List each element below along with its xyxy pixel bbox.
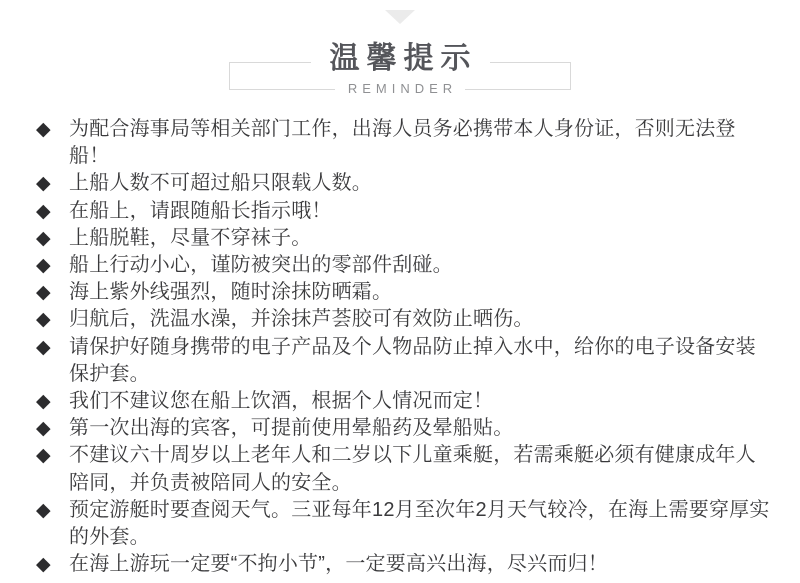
page-title: 温馨提示: [311, 44, 490, 74]
page-subtitle: REMINDER: [335, 81, 465, 96]
list-item: [36, 497, 774, 551]
list-item: [36, 415, 774, 442]
list-item: [36, 551, 774, 578]
diamond-bullet-icon: ◆: [36, 309, 51, 331]
list-item: [36, 170, 774, 197]
diamond-bullet-icon: ◆: [36, 173, 51, 195]
tip-text: 归航后，洗温水澡，并涂抹芦荟胶可有效防止晒伤。: [69, 308, 534, 331]
tip-text: 预定游艇时要查阅天气。三亚每年12月至次年2月天气较冷，在海上需要穿厚实的外套。: [69, 498, 770, 549]
diamond-bullet-icon: ◆: [36, 445, 51, 467]
tip-text: 为配合海事局等相关部门工作，出海人员务必携带本人身份证，否则无法登船！: [69, 118, 736, 168]
list-item: [36, 198, 774, 225]
tip-text: 海上紫外线强烈，随时涂抹防晒霜。: [69, 281, 393, 304]
tip-text: 不建议六十周岁以上老年人和二岁以下儿童乘艇，若需乘艇必须有健康成年人陪同，并负责被陪同人的安全。: [69, 444, 756, 494]
tip-text: 在海上游玩一定要“不拘小节”，一定要高兴出海，尽兴而归！: [69, 553, 608, 576]
diamond-bullet-icon: ◆: [36, 282, 51, 304]
diamond-bullet-icon: ◆: [36, 391, 51, 413]
title-row: [229, 44, 571, 79]
diamond-bullet-icon: ◆: [36, 418, 51, 440]
list-item: [36, 334, 774, 388]
list-item: [36, 252, 774, 279]
tip-text: 上船脱鞋，尽量不穿袜子。: [69, 226, 312, 249]
tip-text: 船上行动小心，谨防被突出的零部件刮碰。: [69, 254, 453, 277]
tips-list: [0, 116, 800, 578]
diamond-bullet-icon: ◆: [36, 200, 51, 222]
diamond-bullet-icon: ◆: [36, 499, 51, 521]
list-item: [36, 279, 774, 306]
reminder-header: [229, 44, 571, 96]
list-item: [36, 116, 774, 170]
tip-text: 在船上，请跟随船长指示哦！: [69, 199, 332, 222]
tip-text: 上船人数不可超过船只限载人数。: [69, 172, 372, 195]
tip-text: 请保护好随身携带的电子产品及个人物品防止掉入水中，给你的电子设备安装保护套。: [69, 335, 756, 385]
chevron-down-icon: [385, 10, 415, 24]
list-item: [36, 225, 774, 252]
diamond-bullet-icon: ◆: [36, 227, 51, 249]
tip-text: 我们不建议您在船上饮酒，根据个人情况而定！: [69, 390, 494, 413]
list-item: [36, 306, 774, 333]
tip-text: 第一次出海的宾客，可提前使用晕船药及晕船贴。: [69, 417, 514, 440]
diamond-bullet-icon: ◆: [36, 554, 51, 576]
diamond-bullet-icon: ◆: [36, 255, 51, 277]
subtitle-row: [229, 81, 571, 96]
list-item: [36, 442, 774, 496]
diamond-bullet-icon: ◆: [36, 336, 51, 358]
diamond-bullet-icon: ◆: [36, 119, 51, 140]
list-item: [36, 388, 774, 415]
